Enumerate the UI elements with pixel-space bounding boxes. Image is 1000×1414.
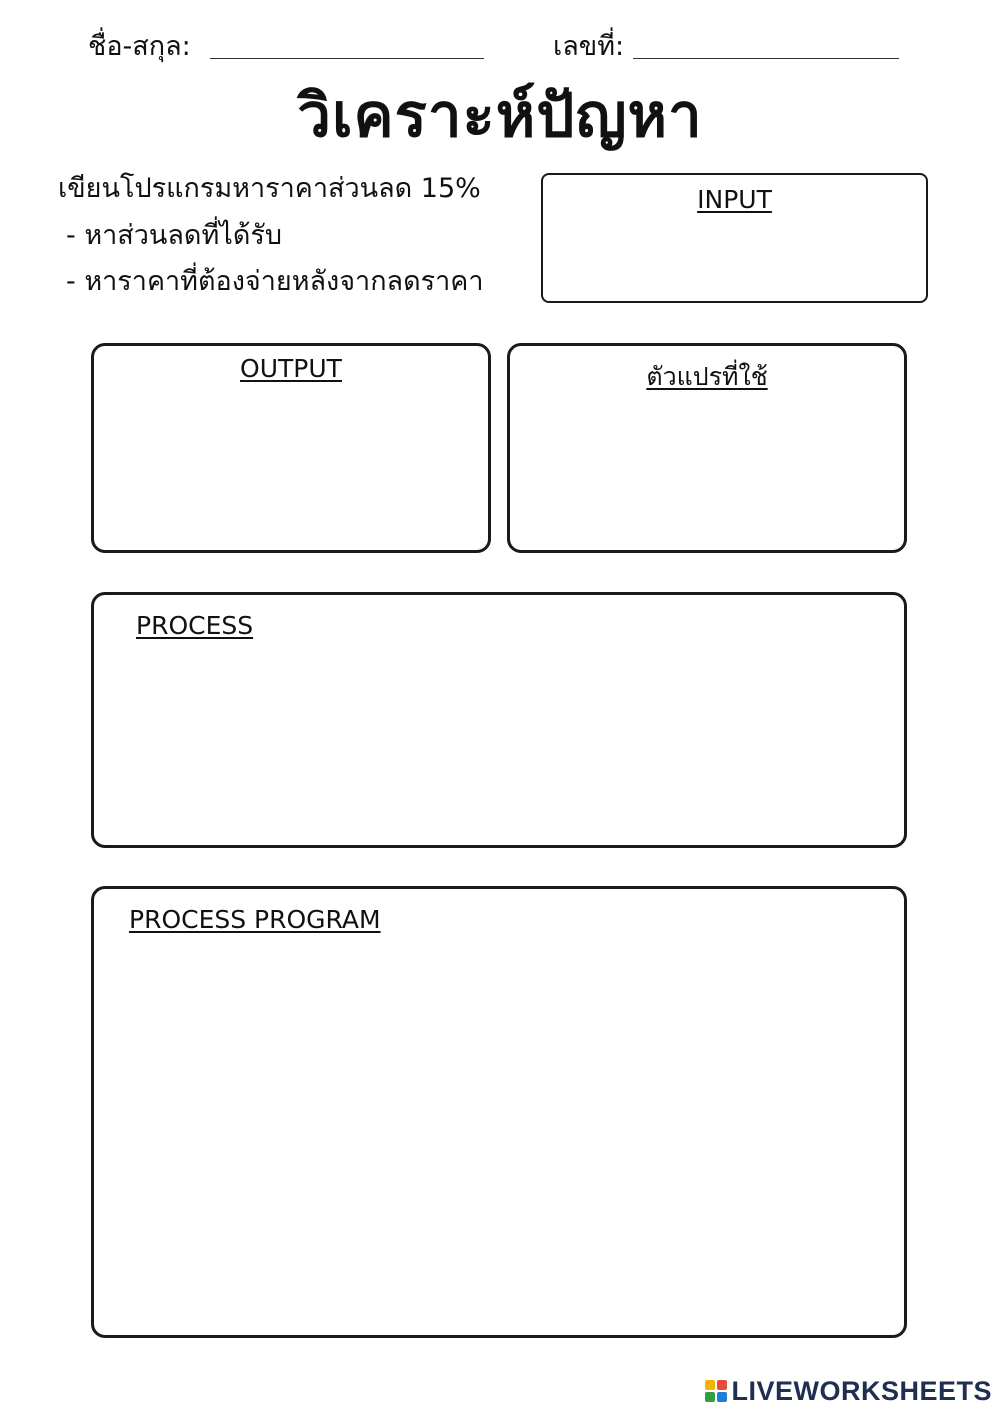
task-item: - หาส่วนลดที่ได้รับ — [66, 220, 283, 251]
task-item: - หาราคาที่ต้องจ่ายหลังจากลดราคา — [66, 266, 484, 297]
process-box[interactable] — [91, 592, 907, 848]
number-label: เลขที่: — [553, 31, 625, 62]
page-title: วิเคราะห์ปัญหา — [297, 81, 703, 151]
process-program-box[interactable] — [91, 886, 907, 1338]
process-box-label: PROCESS — [136, 611, 254, 640]
liveworksheets-logo-text: LIVEWORKSHEETS — [731, 1376, 992, 1406]
variables-box-label: ตัวแปรที่ใช้ — [646, 362, 768, 391]
process-program-box-label: PROCESS PROGRAM — [129, 905, 381, 934]
output-box-label: OUTPUT — [240, 354, 342, 383]
logo-square — [705, 1392, 715, 1402]
logo-square — [717, 1380, 727, 1390]
input-box[interactable] — [541, 173, 928, 303]
liveworksheets-logo — [705, 1376, 992, 1406]
name-label: ชื่อ-สกุล: — [88, 31, 191, 62]
variables-box[interactable] — [507, 343, 907, 553]
task-description: เขียนโปรแกรมหาราคาส่วนลด 15% — [58, 173, 481, 204]
name-input-line[interactable] — [210, 58, 484, 59]
input-box-label: INPUT — [697, 185, 772, 214]
logo-square — [717, 1392, 727, 1402]
number-input-line[interactable] — [633, 58, 899, 59]
liveworksheets-logo-icon — [705, 1380, 727, 1402]
output-box[interactable] — [91, 343, 491, 553]
logo-square — [705, 1380, 715, 1390]
